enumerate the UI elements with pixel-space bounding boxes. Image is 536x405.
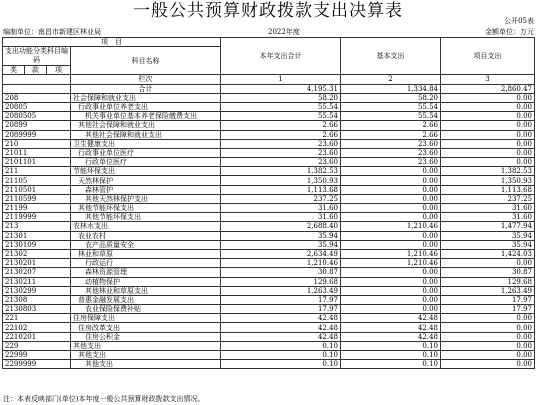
project-amount: 35.94 [441,240,535,249]
total-amount: 35.94 [221,231,341,240]
table-row [3,360,535,369]
subject-name: 其他节能环保支出 [71,213,221,222]
subject-name: 节能环保支出 [71,167,221,176]
project-amount: 0.00 [441,360,535,369]
project-amount: 0.00 [441,332,535,341]
subject-name: 农业保险保费补贴 [71,305,221,314]
table-row [3,167,535,176]
project-amount: 0.00 [441,93,535,102]
table-row [3,213,535,222]
subject-name: 住房公积金 [71,332,221,341]
total-amount: 1,210.46 [221,259,341,268]
basic-amount: 0.10 [341,351,441,360]
function-code: 2210201 [3,332,71,341]
basic-amount: 55.54 [341,112,441,121]
project-amount: 0.00 [441,351,535,360]
header-func-code: 支出功能分类科目编码 [3,47,71,66]
project-amount: 30.87 [441,268,535,277]
table-row [3,249,535,258]
project-amount: 31.60 [441,213,535,222]
function-code: 2130207 [3,268,71,277]
subject-name: 其他社会保障和就业支出 [71,121,221,130]
function-code: 2110501 [3,185,71,194]
project-amount: 35.94 [441,231,535,240]
function-code: 21302 [3,249,71,258]
table-row [3,351,535,360]
total-amount: 2.66 [221,130,341,139]
subject-name: 其他林业和草原支出 [71,286,221,295]
project-amount: 31.60 [441,204,535,213]
header-subject-name: 科目名称 [71,47,221,75]
basic-amount: 0.00 [341,286,441,295]
column-index-row [3,75,535,84]
table-row [3,341,535,350]
total-amount: 1,382.53 [221,167,341,176]
project-amount: 0.00 [441,314,535,323]
function-code: 21199 [3,204,71,213]
subject-name: 其他天然林保护支出 [71,194,221,203]
fiscal-year: 2022年度 [268,28,300,36]
function-code: 20899 [3,121,71,130]
total-amount: 35.94 [221,240,341,249]
total-amount: 17.97 [221,295,341,304]
function-code: 2299999 [3,360,71,369]
basic-amount: 42.48 [341,314,441,323]
subject-name: 森林资源管理 [71,268,221,277]
subject-name: 社会保障和就业支出 [71,93,221,102]
column-index-2: 2 [341,75,441,84]
total-amount: 1,113.68 [221,185,341,194]
project-amount: 237.25 [441,194,535,203]
function-code: 2080505 [3,112,71,121]
table-row [3,158,535,167]
organization-label: 编制单位：南昌市新建区林业局 [3,28,101,36]
project-amount: 17.97 [441,305,535,314]
total-amount: 55.54 [221,112,341,121]
table-row [3,112,535,121]
table-row [3,277,535,286]
header-kuan: 款 [25,66,47,75]
table-row [3,222,535,231]
total-amount: 4,195.31 [221,84,341,93]
header-xiang: 项 [47,66,71,75]
total-amount: 237.25 [221,194,341,203]
project-amount: 0.00 [441,112,535,121]
basic-amount: 58.20 [341,93,441,102]
total-amount: 2.66 [221,121,341,130]
total-amount: 2,688.40 [221,222,341,231]
basic-amount: 0.00 [341,213,441,222]
total-basic: 1,334.84 [341,84,441,93]
subject-name: 行政运行 [71,259,221,268]
subject-name: 行政单位医疗 [71,158,221,167]
basic-amount: 1,210.46 [341,249,441,258]
project-amount: 1,477.94 [441,222,535,231]
total-amount: 42.48 [221,323,341,332]
subject-name: 其他支出 [71,360,221,369]
function-code: 22102 [3,323,71,332]
function-code: 221 [3,314,71,323]
project-amount: 0.00 [441,148,535,157]
basic-amount: 0.00 [341,277,441,286]
total-amount: 0.10 [221,360,341,369]
basic-amount: 0.10 [341,341,441,350]
function-code: 22999 [3,351,71,360]
project-amount: 0.00 [441,158,535,167]
function-code: 21308 [3,295,71,304]
basic-amount: 0.00 [341,204,441,213]
subject-name: 卫生健康支出 [71,139,221,148]
header-total: 本年支出合计 [221,38,341,75]
function-code: 2130201 [3,259,71,268]
table-row [3,204,535,213]
table-row [3,194,535,203]
header-item: 项 目 [3,38,221,47]
index-blank [3,75,71,84]
subject-name: 天然林保护 [71,176,221,185]
table-row [3,139,535,148]
column-index-1: 1 [221,75,341,84]
header-basic: 基本支出 [341,38,441,75]
function-code: 213 [3,222,71,231]
function-code: 2101101 [3,158,71,167]
project-amount: 0.00 [441,323,535,332]
project-amount: 0.00 [441,341,535,350]
total-label: 合计 [71,84,221,93]
function-code: 211 [3,167,71,176]
project-amount: 1,263.49 [441,286,535,295]
function-code: 2130211 [3,277,71,286]
form-number: 公开05表 [504,17,534,25]
header-project: 项目支出 [441,38,535,75]
project-amount: 1,424.03 [441,249,535,258]
total-amount: 1,263.49 [221,286,341,295]
basic-amount: 0.00 [341,268,441,277]
basic-amount: 0.10 [341,360,441,369]
total-amount: 17.97 [221,305,341,314]
total-amount: 30.87 [221,268,341,277]
function-code: 2130803 [3,305,71,314]
table-row [3,314,535,323]
column-index-label: 栏次 [71,75,221,84]
total-amount: 42.48 [221,314,341,323]
basic-amount: 0.00 [341,240,441,249]
total-amount: 31.60 [221,204,341,213]
subject-name: 农林水支出 [71,222,221,231]
basic-amount: 1,210.46 [341,222,441,231]
function-code: 20805 [3,102,71,111]
subject-name: 森林管护 [71,185,221,194]
function-code: 2130109 [3,240,71,249]
expenditure-table [2,37,535,369]
total-blank [3,84,71,93]
basic-amount: 0.00 [341,295,441,304]
table-row [3,231,535,240]
basic-amount: 0.00 [341,167,441,176]
project-amount: 129.68 [441,277,535,286]
table-row [3,130,535,139]
total-amount: 31.60 [221,213,341,222]
table-row [3,323,535,332]
amount-unit-label: 金额单位：万元 [485,28,534,36]
project-amount: 0.00 [441,139,535,148]
total-amount: 55.54 [221,102,341,111]
table-row [3,259,535,268]
total-project: 2,860.47 [441,84,535,93]
basic-amount: 2.66 [341,130,441,139]
subject-name: 住房保障支出 [71,314,221,323]
function-code: 229 [3,341,71,350]
subject-name: 农业农村 [71,231,221,240]
table-row [3,102,535,111]
basic-amount: 2.66 [341,121,441,130]
total-amount: 1,350.93 [221,176,341,185]
subject-name: 行政事业单位医疗 [71,148,221,157]
function-code: 21011 [3,148,71,157]
project-amount: 1,350.93 [441,176,535,185]
subject-name: 行政事业单位养老支出 [71,102,221,111]
subject-name: 农产品质量安全 [71,240,221,249]
subject-name: 住房改革支出 [71,323,221,332]
total-amount: 0.10 [221,341,341,350]
project-amount: 0.00 [441,102,535,111]
total-amount: 42.48 [221,332,341,341]
project-amount: 1,113.68 [441,185,535,194]
table-row [3,268,535,277]
basic-amount: 23.60 [341,139,441,148]
function-code: 2110599 [3,194,71,203]
function-code: 21301 [3,231,71,240]
total-amount: 129.68 [221,277,341,286]
project-amount: 1,382.53 [441,167,535,176]
function-code: 208 [3,93,71,102]
basic-amount: 55.54 [341,102,441,111]
basic-amount: 23.60 [341,148,441,157]
table-row [3,121,535,130]
table-row [3,93,535,102]
subject-name: 其他支出 [71,351,221,360]
total-row [3,84,535,93]
total-amount: 23.60 [221,158,341,167]
basic-amount: 1,210.46 [341,259,441,268]
total-amount: 23.60 [221,139,341,148]
basic-amount: 23.60 [341,158,441,167]
subject-name: 普惠金融发展支出 [71,295,221,304]
report-title: 一般公共预算财政拨款支出决算表 [133,1,403,21]
basic-amount: 0.00 [341,176,441,185]
function-code: 210 [3,139,71,148]
project-amount: 17.97 [441,295,535,304]
basic-amount: 0.00 [341,194,441,203]
table-row [3,286,535,295]
table-row [3,148,535,157]
column-index-3: 3 [441,75,535,84]
total-amount: 58.20 [221,93,341,102]
header-lei: 类 [3,66,25,75]
header-row-item [3,38,535,47]
table-row [3,185,535,194]
function-code: 21105 [3,176,71,185]
subject-name: 林业和草原 [71,249,221,258]
footnote: 注：本表反映部门(单位)本年度一般公共预算财政拨款支出情况。 [3,395,205,403]
subject-name: 其他支出 [71,341,221,350]
basic-amount: 0.00 [341,231,441,240]
project-amount: 0.00 [441,259,535,268]
function-code: 2119999 [3,213,71,222]
table-row [3,176,535,185]
function-code: 2130299 [3,286,71,295]
table-row [3,332,535,341]
subject-name: 其他节能环保支出 [71,204,221,213]
subject-name: 机关事业单位基本养老保险缴费支出 [71,112,221,121]
table-row [3,305,535,314]
project-amount: 0.00 [441,130,535,139]
basic-amount: 42.48 [341,332,441,341]
total-amount: 2,634.49 [221,249,341,258]
subject-name: 动植物保护 [71,277,221,286]
table-row [3,295,535,304]
table-row [3,240,535,249]
subject-name: 其他社会保障和就业支出 [71,130,221,139]
total-amount: 0.10 [221,351,341,360]
total-amount: 23.60 [221,148,341,157]
basic-amount: 0.00 [341,185,441,194]
project-amount: 0.00 [441,121,535,130]
function-code: 2089999 [3,130,71,139]
basic-amount: 0.00 [341,305,441,314]
basic-amount: 42.48 [341,323,441,332]
